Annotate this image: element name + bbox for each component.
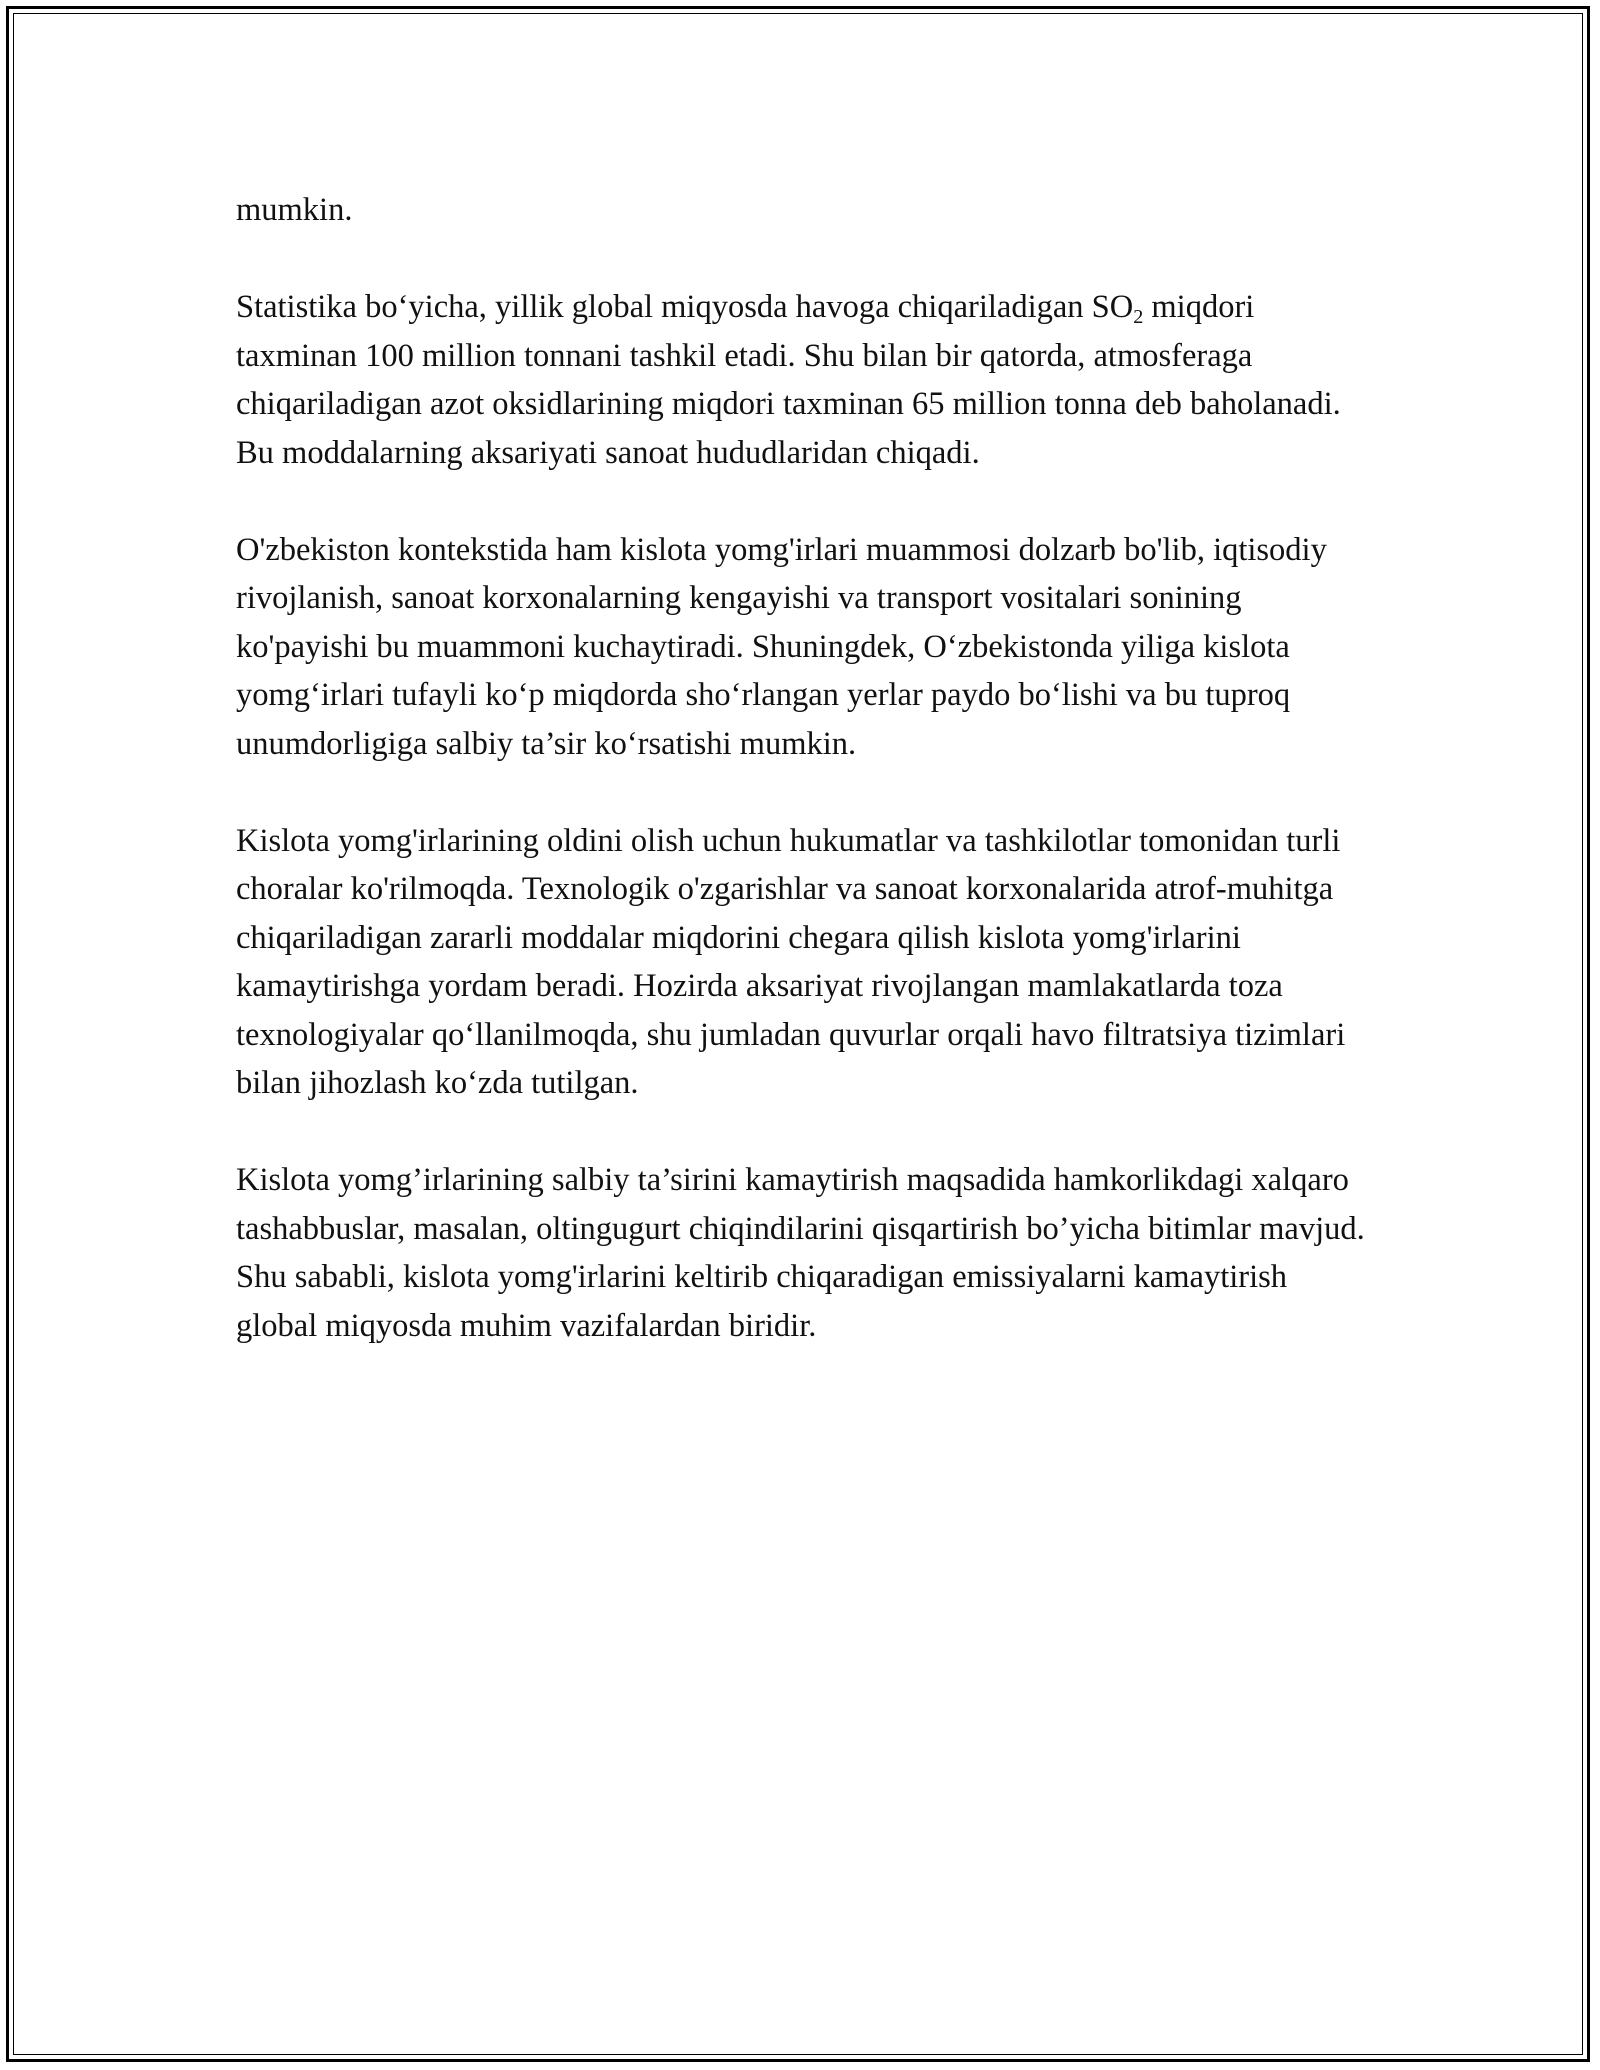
paragraph-statistics-text-end: miqdori taxminan 100 million tonnani tashkil etadi. Shu bilan bir qatorda, atmosferaga chiqariladigan azot oksidlarining miqdori taxminan 65 million tonna deb baholanadi. Bu moddalarning aksariyati sanoat hududlaridan chiqadi. xyxy=(236,289,1341,471)
paragraph-statistics xyxy=(236,283,1376,477)
paragraph-international-initiatives: Kislota yomg’irlarining salbiy ta’sirini kamaytirish maqsadida hamkorlikdagi xalqaro tashabbuslar, masalan, oltingugurt chiqindilarini qisqartirish bo’yicha bitimlar mavjud. Shu sababli, kislota yomg'irlarini keltirib chiqaradigan emissiyalarni kamaytirish global miqyosda muhim vazifalardan biridir. xyxy=(236,1162,1365,1344)
so2-formula xyxy=(1091,289,1144,329)
paragraph-statistics-text-start: Statistika bo‘yicha, yillik global miqyosda havoga chiqariladigan xyxy=(236,289,1092,325)
so2-formula-base: SO xyxy=(1091,289,1134,325)
paragraph-uzbekistan-context: O'zbekiston kontekstida ham kislota yomg'irlari muammosi dolzarb bo'lib, iqtisodiy rivojlanish, sanoat korxonalarning kengayishi va transport vositalari sonining ko'payishi bu muammoni kuchaytiradi. Shuningdek, O‘zbekistonda yiliga kislota yomg‘irlari tufayli ko‘p miqdorda sho‘rlangan yerlar paydo bo‘lishi va bu tuproq unumdorligiga salbiy ta’sir ko‘rsatishi mumkin. xyxy=(236,531,1327,762)
so2-formula-subscript: 2 xyxy=(1133,306,1144,329)
document-body xyxy=(236,186,1376,1350)
intro-fragment: mumkin. xyxy=(236,192,353,228)
paragraph-prevention-measures: Kislota yomg'irlarining oldini olish uchun hukumatlar va tashkilotlar tomonidan turli choralar ko'rilmoqda. Texnologik o'zgarishlar va sanoat korxonalarida atrof-muhitga chiqariladigan zararli moddalar miqdorini chegara qilish kislota yomg'irlarini kamaytirishga yordam beradi. Hozirda aksariyat rivojlangan mamlakatlarda toza texnologiyalar qo‘llanilmoqda, shu jumladan quvurlar orqali havo filtratsiya tizimlari bilan jihozlash ko‘zda tutilgan. xyxy=(236,822,1346,1101)
